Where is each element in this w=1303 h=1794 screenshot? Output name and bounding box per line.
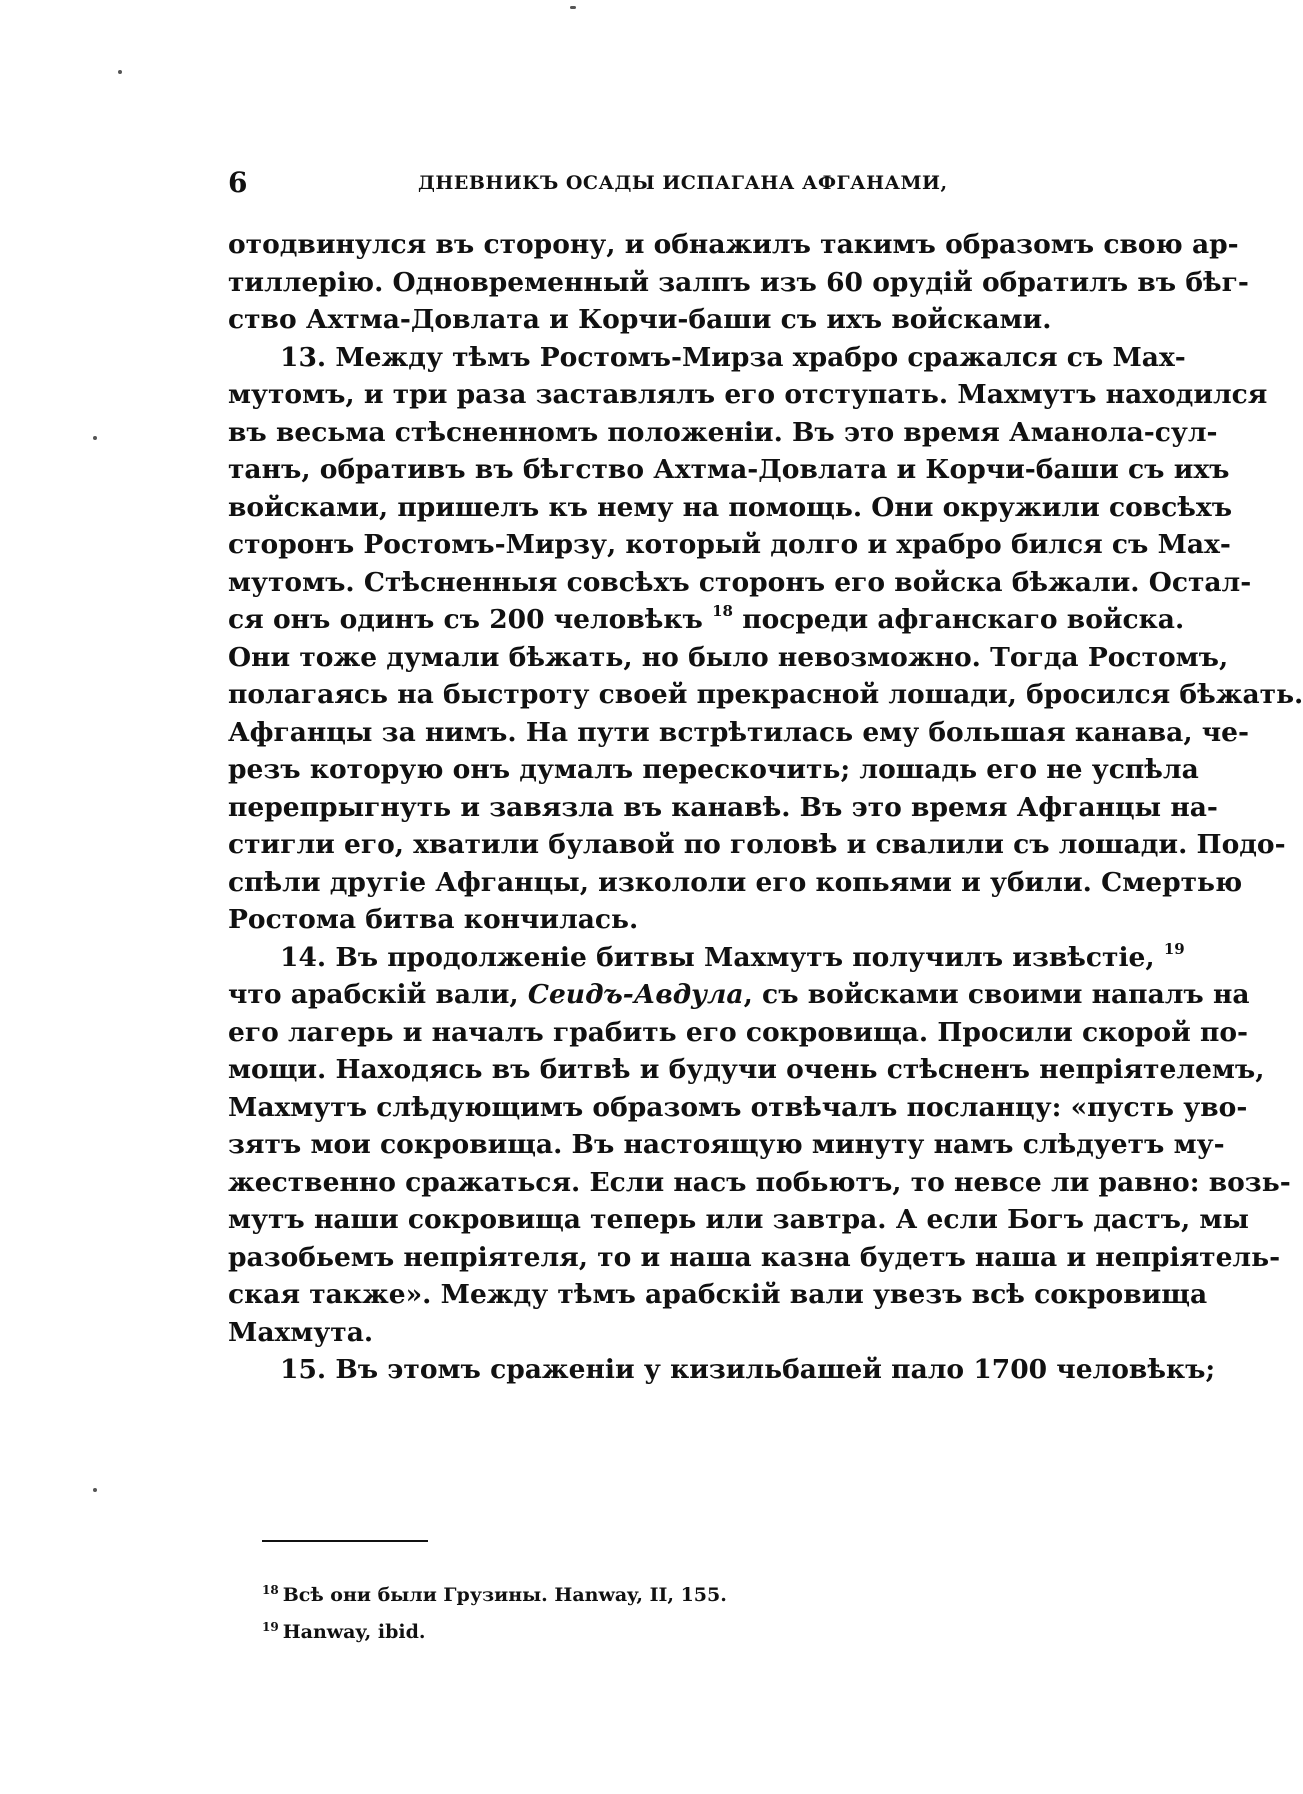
text-line: Махмутъ слѣдующимъ образомъ отвѣчалъ посланцу: «пусть уво-: [228, 1091, 1248, 1123]
footnote-ref: 19: [1163, 939, 1185, 958]
text-row: [228, 826, 1286, 864]
text-line: войсками, пришелъ къ нему на помощь. Они окружили совсѣхъ: [228, 491, 1233, 523]
text-line: Они тоже думали бѣжать, но было невозможно. Тогда Ростомъ,: [228, 641, 1229, 673]
text-line: резъ которую онъ думалъ перескочить; лошадь его не успѣла: [228, 754, 1199, 785]
text-line: разобьемъ непріятеля, то и наша казна будетъ наша и непріятель-: [228, 1241, 1281, 1273]
text-line: жественно сражаться. Если насъ побьютъ, то невсе ли равно: возь-: [228, 1166, 1291, 1198]
page-number: 6: [228, 166, 248, 199]
text-line: мутъ наши сокровища теперь или завтра. А если Богъ дастъ, мы: [228, 1204, 1249, 1235]
footnote-number: 18: [262, 1583, 279, 1597]
scan-speck: [570, 6, 576, 9]
text-row: [228, 489, 1233, 527]
paragraph-p14: [228, 939, 1291, 1352]
text-row: [228, 1314, 1070, 1352]
text-row: [228, 1276, 1208, 1314]
text-row: [228, 1239, 1281, 1277]
text-line: 14. Въ продолженіе битвы Махмутъ получилъ извѣстіе, $^{19}$: [280, 939, 1185, 973]
text-row: [228, 301, 1070, 339]
text-line: танъ, обративъ въ бѣгство Ахтма-Довлата и Корчи-баши съ ихъ: [228, 454, 1230, 485]
text-line: ся онъ одинъ съ 200 человѣкъ $^{18}$ посреди афганскаго войска.: [228, 602, 1185, 635]
italic-name: Сеидъ-Авдула: [527, 979, 744, 1010]
text-line: ская также». Между тѣмъ арабскій вали увезъ всѣ сокровища: [228, 1279, 1208, 1310]
running-title: ДНЕВНИКЪ ОСАДЫ ИСПАГАНА АФГАНАМИ,: [418, 172, 948, 194]
scan-speck: [118, 70, 122, 74]
text-row: [228, 264, 1249, 302]
text-row: [228, 601, 1185, 639]
text-row: [228, 451, 1230, 489]
text-line: полагаясь на быстроту своей прекрасной лошади, бросился бѣжать.: [228, 679, 1303, 710]
text-line: 13. Между тѣмъ Ростомъ-Мирза храбро сражался съ Мах-: [280, 341, 1186, 373]
text-line: тиллерію. Одновременный залпъ изъ 60 орудій обратилъ въ бѣг-: [228, 266, 1249, 298]
running-head: [228, 166, 1070, 206]
text-row: [228, 976, 1250, 1014]
footnote-ref: 18: [712, 602, 733, 620]
text-line: его лагерь и началъ грабить его сокровища. Просили скорой по-: [228, 1016, 1249, 1048]
text-row: [228, 864, 1243, 902]
text-row: [228, 1089, 1248, 1127]
text-line: Ростома битва кончилась.: [228, 904, 639, 935]
text-row: [228, 376, 1268, 414]
text-line: мутомъ. Стѣсненныя совсѣхъ сторонъ его войска бѣжали. Остал-: [228, 566, 1252, 598]
text-row: [228, 1051, 1265, 1089]
text-line: стигли его, хватили булавой по головѣ и свалили съ лошади. Подо-: [228, 829, 1286, 860]
text-row: [228, 789, 1218, 827]
footnote-19: [262, 1611, 962, 1648]
footnote-text: Hanway, ibid.: [282, 1621, 426, 1643]
text-row: [228, 751, 1199, 789]
text-line: ство Ахтма-Довлата и Корчи-баши съ ихъ войсками.: [228, 304, 1052, 335]
text-row: [228, 939, 1185, 977]
text-row: [228, 564, 1252, 602]
scan-speck: [93, 436, 97, 440]
text-row: [228, 526, 1231, 564]
paragraph-p13: [228, 339, 1303, 939]
footnote-rule: [262, 1540, 428, 1542]
footnotes: [262, 1574, 962, 1648]
text-row: [228, 1126, 1225, 1164]
text-line: Афганцы за нимъ. На пути встрѣтилась ему большая канава, че-: [228, 716, 1250, 748]
text-row: [228, 1351, 1216, 1389]
text-row: [228, 414, 1218, 452]
text-line: 15. Въ этомъ сраженіи у кизильбашей пало 1700 человѣкъ;: [280, 1354, 1216, 1385]
body-text: [228, 226, 1303, 1389]
footnote-18: [262, 1574, 962, 1611]
text-line: мощи. Находясь въ битвѣ и будучи очень стѣсненъ непріятелемъ,: [228, 1054, 1265, 1085]
text-line: что арабскій вали, Сеидъ-Авдула, съ войсками своими напалъ на: [228, 979, 1250, 1010]
text-line: Махмута.: [228, 1316, 374, 1348]
text-line: сторонъ Ростомъ-Мирзу, который долго и храбро бился съ Мах-: [228, 529, 1231, 560]
text-line: зятъ мои сокровища. Въ настоящую минуту намъ слѣдуетъ му-: [228, 1129, 1225, 1160]
scan-speck: [93, 1488, 97, 1492]
text-line: отодвинулся въ сторону, и обнажилъ такимъ образомъ свою ар-: [228, 229, 1239, 260]
text-row: [228, 1014, 1249, 1052]
text-row: [228, 901, 1070, 939]
text-line: перепрыгнуть и завязла въ канавѣ. Въ это время Афганцы на-: [228, 791, 1218, 823]
text-row: [228, 1201, 1249, 1239]
text-row: [228, 714, 1250, 752]
footnote-number: 19: [262, 1620, 279, 1634]
text-line: спѣли другіе Афганцы, изкололи его копьями и убили. Смертью: [228, 866, 1243, 898]
text-row: [228, 639, 1229, 677]
footnote-text: Всѣ они были Грузины. Hanway, II, 155.: [282, 1584, 727, 1606]
text-line: въ весьма стѣсненномъ положеніи. Въ это время Аманола-сул-: [228, 416, 1218, 448]
text-line: мутомъ, и три раза заставлялъ его отступать. Махмутъ находился: [228, 379, 1268, 410]
paragraph-p15: [228, 1351, 1216, 1389]
text-row: [228, 226, 1239, 264]
text-row: [228, 676, 1303, 714]
paragraph-p0: [228, 226, 1249, 339]
text-row: [228, 1164, 1291, 1202]
text-row: [228, 339, 1186, 377]
